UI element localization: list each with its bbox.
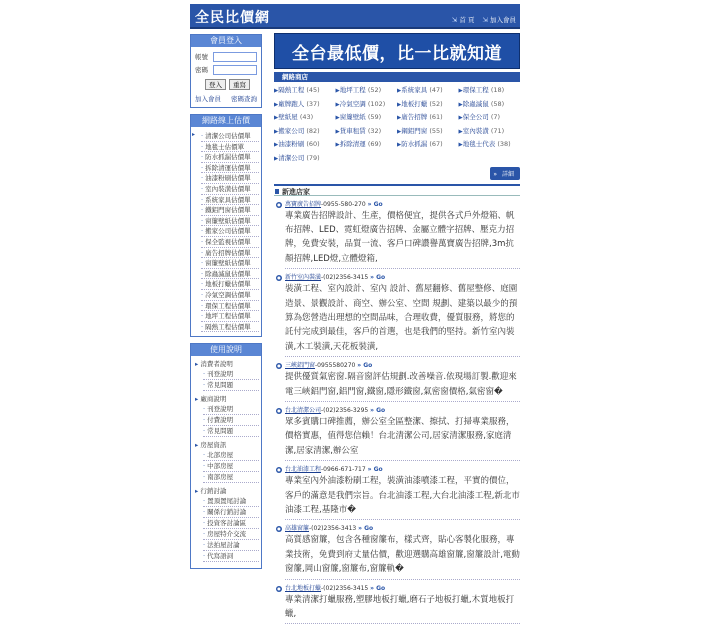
arrow-icon: ▶ <box>274 142 278 148</box>
help-list <box>191 356 261 568</box>
go-button[interactable]: » Go <box>358 525 373 532</box>
help-box <box>190 343 262 569</box>
shop-description: 提供優質氣密窗.隔音窗評估規劃.改善噪音.依現場訂製.歡迎來電三峽鋁門窗,鋁門窗,鐵窗,隱形鐵窗,氣密窗價格,氣密窗� <box>285 370 520 402</box>
category-count: (79) <box>306 154 319 162</box>
shop-header <box>285 584 520 593</box>
more-button[interactable]: » 詳細 <box>490 167 520 180</box>
shop-list <box>274 200 520 624</box>
go-label[interactable]: Go <box>376 274 385 281</box>
join-member-link[interactable]: 加入會員 <box>195 94 221 103</box>
help-link[interactable]: · 代寫語詞 <box>203 551 259 562</box>
estimate-box <box>190 114 262 337</box>
go-button[interactable]: » Go <box>368 201 383 208</box>
category-name[interactable]: 油漆粉刷 <box>278 140 304 148</box>
shop-description: 眾多賓購口碑推薦，辦公室全區整潔、擦拭、打掃專業服務，價格實惠，值得您信賴！台北清潔公司,居家清潔服務,家庭清潔,居家清潔,辦公室 <box>285 415 520 461</box>
category-count: (71) <box>491 127 504 135</box>
category-count: (58) <box>491 100 504 108</box>
category-link[interactable] <box>274 85 336 96</box>
category-link[interactable] <box>397 85 459 96</box>
shop-name-link[interactable]: 高雄窗簾 <box>285 525 309 532</box>
help-group-title: ▸ 消費者說明 <box>195 359 259 369</box>
shop-bullet-icon: ● <box>276 275 282 281</box>
category-link[interactable] <box>397 99 459 110</box>
help-link[interactable]: · 法拍屋討論 <box>203 540 259 551</box>
estimate-item[interactable]: · 拆除清運估價單 <box>201 163 259 174</box>
estimate-item[interactable]: · 廣告招牌估價單 <box>201 248 259 259</box>
password-input[interactable] <box>213 65 257 75</box>
arrow-icon: ▶ <box>274 115 278 121</box>
category-name[interactable]: 冷氣空調 <box>340 100 366 108</box>
shop-bullet-icon: ● <box>276 467 282 473</box>
shop-phone: -(02)2356-3415 <box>321 274 368 281</box>
shop-entry <box>274 584 520 624</box>
category-link[interactable] <box>274 112 336 123</box>
estimate-item[interactable]: · 搬家公司估價單 <box>201 226 259 237</box>
arrow-icon: ▶ <box>459 115 463 121</box>
category-name[interactable]: 廣告招牌 <box>401 113 427 121</box>
category-link[interactable] <box>274 126 336 137</box>
category-link[interactable] <box>397 126 459 137</box>
shop-bullet-icon: ● <box>276 408 282 414</box>
category-name[interactable]: 貨車租賃 <box>340 127 366 135</box>
login-form <box>191 47 261 107</box>
banner-text: 全台最低價，比一比就知道 <box>292 39 502 64</box>
go-label[interactable]: Go <box>364 525 373 532</box>
arrow-icon: ▶ <box>274 156 278 162</box>
category-link[interactable] <box>459 112 521 123</box>
shop-entry <box>274 200 520 270</box>
shop-bullet-icon: ● <box>276 363 282 369</box>
category-count: (45) <box>306 86 319 94</box>
category-count: (61) <box>429 113 442 121</box>
top-links <box>452 15 516 24</box>
site-logo[interactable]: 全民比價網 <box>195 7 270 27</box>
login-button[interactable]: 登入 <box>205 79 226 90</box>
estimate-item[interactable]: · 環保工程估價單 <box>201 301 259 312</box>
category-link[interactable] <box>459 139 521 150</box>
category-name[interactable]: 防水抓漏 <box>401 140 427 148</box>
arrow-icon: ▶ <box>336 102 340 108</box>
category-link[interactable] <box>336 99 398 110</box>
help-group-title: ▸ 廠商說明 <box>195 394 259 404</box>
help-link[interactable]: · 中部房屋 <box>203 461 259 472</box>
shop-description: 專業室內外油漆粉刷工程，裝潢油漆噴漆工程，平實的價位，客戶的滿意是我們宗旨。台北油漆工程,大台北油漆工程,新北市油漆工程,基隆市� <box>285 474 520 520</box>
shop-name-link[interactable]: 台北清潔公司 <box>285 407 321 414</box>
category-grid <box>274 85 520 164</box>
category-link[interactable] <box>336 139 398 150</box>
shop-description: 專業清潔打蠟服務,塑膠地板打蠟,磨石子地板打蠟,木質地板打蠟, <box>285 593 520 624</box>
category-name[interactable]: 系統家具 <box>401 86 427 94</box>
login-title: 會員登入 <box>191 35 261 47</box>
go-label[interactable]: Go <box>374 466 383 473</box>
category-name[interactable]: 鋼鋁門窗 <box>401 127 427 135</box>
arrow-icon: ▶ <box>336 142 340 148</box>
category-count: (55) <box>429 127 442 135</box>
estimate-item[interactable]: · 除蟲滅鼠估價單 <box>201 269 259 280</box>
shop-bullet-icon: ● <box>276 526 282 532</box>
shop-phone: -(02)2356-3415 <box>321 585 368 592</box>
estimate-item[interactable]: · 窗簾壁紙估價單 <box>201 258 259 269</box>
go-label[interactable]: Go <box>363 362 372 369</box>
category-name[interactable]: 清潔公司 <box>278 154 304 162</box>
shop-header <box>285 273 520 282</box>
help-group <box>195 440 259 483</box>
shop-entry <box>274 524 520 579</box>
shop-entry <box>274 465 520 520</box>
sidebar <box>190 34 262 575</box>
estimate-list-wrap <box>191 127 261 336</box>
arrow-icon: ▶ <box>336 129 340 135</box>
password-label: 密碼 <box>195 65 213 74</box>
help-link[interactable]: · 置頂置尾討論 <box>203 496 259 507</box>
category-link[interactable] <box>336 126 398 137</box>
shop-phone: -(02)2356-3295 <box>321 407 368 414</box>
estimate-item[interactable]: · 鐵鋁門窗估價單 <box>201 205 259 216</box>
arrow-icon: ▶ <box>459 88 463 94</box>
category-name[interactable]: 除蟲滅鼠 <box>463 100 489 108</box>
help-group-title: ▸ 房屋資訊 <box>195 440 259 450</box>
help-link[interactable]: · 付費說明 <box>203 415 259 426</box>
forgot-password-link[interactable]: 密碼查詢 <box>231 94 257 103</box>
help-group-title: ▸ 行銷討論 <box>195 486 259 496</box>
estimate-item[interactable]: · 防水抓漏估價單 <box>201 152 259 163</box>
shop-header <box>285 406 520 415</box>
bullet-icon: ▸ <box>192 131 195 138</box>
shop-description: 專業廣告招牌設計、生產，價格便宜，提供各式戶外燈箱、帆布招牌、LED、霓虹燈廣告招牌、金屬立體字招牌、壓克力招牌，免費安裝，品質一流、客戶口碑讚譽萬寶廣告招牌,3m抗顏招牌,LED燈,立體燈箱, <box>285 209 520 270</box>
join-link[interactable] <box>482 15 516 24</box>
go-label[interactable]: Go <box>374 201 383 208</box>
help-link[interactable]: · 南部房屋 <box>203 472 259 483</box>
estimate-item[interactable]: · 油漆粉刷估價單 <box>201 173 259 184</box>
category-count: (7) <box>491 113 500 121</box>
category-link[interactable] <box>397 139 459 150</box>
category-link[interactable] <box>336 85 398 96</box>
category-link[interactable] <box>274 139 336 150</box>
category-count: (102) <box>368 100 385 108</box>
help-link[interactable]: · 刊登說明 <box>203 404 259 415</box>
arrow-icon: ▶ <box>397 129 401 135</box>
category-count: (82) <box>306 127 319 135</box>
shop-header <box>285 465 520 474</box>
help-link[interactable]: · 北部房屋 <box>203 450 259 461</box>
estimate-item[interactable]: · 室內裝潢估價單 <box>201 184 259 195</box>
estimate-list <box>201 131 259 332</box>
account-label: 帳號 <box>195 52 213 61</box>
reset-button[interactable]: 重寫 <box>229 79 250 90</box>
category-name[interactable]: 拆除清運 <box>340 140 366 148</box>
estimate-item[interactable]: · 隔熱工程估價單 <box>201 322 259 333</box>
category-count: (37) <box>306 100 319 108</box>
category-count: (47) <box>429 86 442 94</box>
arrow-icon: ▶ <box>459 102 463 108</box>
arrow-icon: ▶ <box>397 102 401 108</box>
estimate-item[interactable]: · 地毯士估價單 <box>201 142 259 153</box>
category-count: (67) <box>429 140 442 148</box>
shop-header <box>285 524 520 533</box>
estimate-item[interactable]: · 地坪工程估價單 <box>201 311 259 322</box>
category-count: (38) <box>497 140 510 148</box>
help-group <box>195 486 259 562</box>
category-count: (52) <box>429 100 442 108</box>
help-group <box>195 394 259 437</box>
category-name[interactable]: 地毯士代表 <box>463 140 496 148</box>
shop-name-link[interactable]: 新竹室內裝潢 <box>285 274 321 281</box>
arrow-icon: ▶ <box>336 88 340 94</box>
shop-bullet-icon: ● <box>276 586 282 592</box>
arrow-icon: ▶ <box>274 129 278 135</box>
go-button[interactable]: » Go <box>370 585 385 592</box>
category-link[interactable] <box>274 153 336 164</box>
shop-entry <box>274 406 520 461</box>
top-header <box>190 4 520 29</box>
category-count: (32) <box>368 127 381 135</box>
category-name[interactable]: 廠牌跑人 <box>278 100 304 108</box>
shop-entry <box>274 273 520 357</box>
account-input[interactable] <box>213 52 257 62</box>
category-count: (69) <box>368 140 381 148</box>
category-count: (60) <box>306 140 319 148</box>
estimate-item[interactable]: · 地板打蠟估價單 <box>201 279 259 290</box>
go-button[interactable]: » Go <box>368 466 383 473</box>
join-link-label[interactable]: 加入會員 <box>490 16 516 24</box>
shops-section-heading: 網路商店 <box>274 72 520 82</box>
estimate-item[interactable]: · 冷氣空調估價單 <box>201 290 259 301</box>
category-name[interactable]: 環保工程 <box>463 86 489 94</box>
category-link[interactable] <box>459 85 521 96</box>
home-link[interactable] <box>452 15 475 24</box>
category-name[interactable]: 地板打蠟 <box>401 100 427 108</box>
go-button[interactable]: » Go <box>357 362 372 369</box>
estimate-item[interactable]: · 系統家具估價單 <box>201 195 259 206</box>
category-name[interactable]: 保全公司 <box>463 113 489 121</box>
shop-name-link[interactable]: 三峽鋁門窗 <box>285 362 315 369</box>
arrow-icon: ▶ <box>397 115 401 121</box>
shop-header <box>285 200 520 209</box>
category-link[interactable] <box>459 126 521 137</box>
arrow-icon: ▶ <box>274 102 278 108</box>
shop-phone: -0955580270 <box>315 362 355 369</box>
arrow-icon: ▶ <box>397 142 401 148</box>
shop-phone: -(02)2356-3413 <box>309 525 356 532</box>
help-link[interactable]: · 常見問題 <box>203 380 259 391</box>
category-count: (18) <box>491 86 504 94</box>
arrow-icon: ▶ <box>397 88 401 94</box>
go-button[interactable]: » Go <box>370 274 385 281</box>
help-link[interactable]: · 刊登說明 <box>203 369 259 380</box>
help-link[interactable]: · 房屋特介交流 <box>203 529 259 540</box>
help-link[interactable]: · 投資客討論區 <box>203 518 259 529</box>
arrow-icon: ▶ <box>459 129 463 135</box>
category-link[interactable] <box>274 99 336 110</box>
login-box <box>190 34 262 108</box>
estimate-title: 網路線上估價 <box>191 115 261 127</box>
shop-phone: -0966-671-717 <box>321 466 366 473</box>
help-link[interactable]: · 常見問題 <box>203 426 259 437</box>
arrow-icon: ⇲ <box>482 16 490 24</box>
shop-name-link[interactable]: 台北油漆工程 <box>285 466 321 473</box>
go-label[interactable]: Go <box>376 407 385 414</box>
arrow-icon: ▶ <box>274 88 278 94</box>
shop-bullet-icon: ● <box>276 202 282 208</box>
category-link[interactable] <box>459 99 521 110</box>
shop-entry <box>274 361 520 402</box>
help-title: 使用說明 <box>191 344 261 356</box>
category-link[interactable] <box>397 112 459 123</box>
promo-banner <box>274 33 520 69</box>
home-link-label[interactable]: 首 頁 <box>459 16 474 24</box>
shop-name-link[interactable]: 萬寶廣告招牌 <box>285 201 321 208</box>
shop-description: 高質感窗簾，包含各種窗簾布，樣式齊，貼心客製化服務，專業技術，免費到府丈量估價，歡迎選購高雄窗簾,窗簾設計,電動窗簾,岡山窗簾,窗簾布,窗簾軌� <box>285 533 520 579</box>
more-label[interactable]: 詳細 <box>499 168 517 179</box>
category-count: (43) <box>300 113 313 121</box>
arrow-icon: ▶ <box>459 142 463 148</box>
go-button[interactable]: » Go <box>370 407 385 414</box>
main-content <box>274 33 520 624</box>
new-shops-heading: 新進店家 <box>274 184 520 196</box>
estimate-item[interactable]: · 窗簾壁紙估價單 <box>201 216 259 227</box>
arrow-icon: ⇲ <box>452 16 460 24</box>
go-label[interactable]: Go <box>376 585 385 592</box>
category-name[interactable]: 隔熱工程 <box>278 86 304 94</box>
help-group <box>195 359 259 391</box>
estimate-item[interactable]: · 清潔公司估價單 <box>201 131 259 142</box>
help-link[interactable]: · 關係行銷討論 <box>203 507 259 518</box>
shop-description: 裝潢工程、室內設計、室內 設計、舊屋翻修、舊屋整修、庭園造景、景觀設計、商空、辦公室、空間 規劃、建築以最少的預算為您營造出理想的空間品味，合理收費，優質服務，將您的託付完成到最佳，客戶的首選，也是我們的堅持。新竹室內裝潢,木工裝潢,天花板裝潢, <box>285 282 520 357</box>
category-name[interactable]: 地坪工程 <box>340 86 366 94</box>
shop-phone: -0955-580-270 <box>321 201 366 208</box>
category-name[interactable]: 搬家公司 <box>278 127 304 135</box>
category-name[interactable]: 壁紙屋 <box>278 113 298 121</box>
category-count: (52) <box>368 86 381 94</box>
category-count: (59) <box>368 113 381 121</box>
arrow-icon: ▶ <box>336 115 340 121</box>
category-link[interactable] <box>336 112 398 123</box>
category-name[interactable]: 室內裝潢 <box>463 127 489 135</box>
shop-name-link[interactable]: 台北地板打蠟 <box>285 585 321 592</box>
shop-header <box>285 361 520 370</box>
estimate-item[interactable]: · 保全監視估價單 <box>201 237 259 248</box>
category-name[interactable]: 窗簾壁紙 <box>340 113 366 121</box>
